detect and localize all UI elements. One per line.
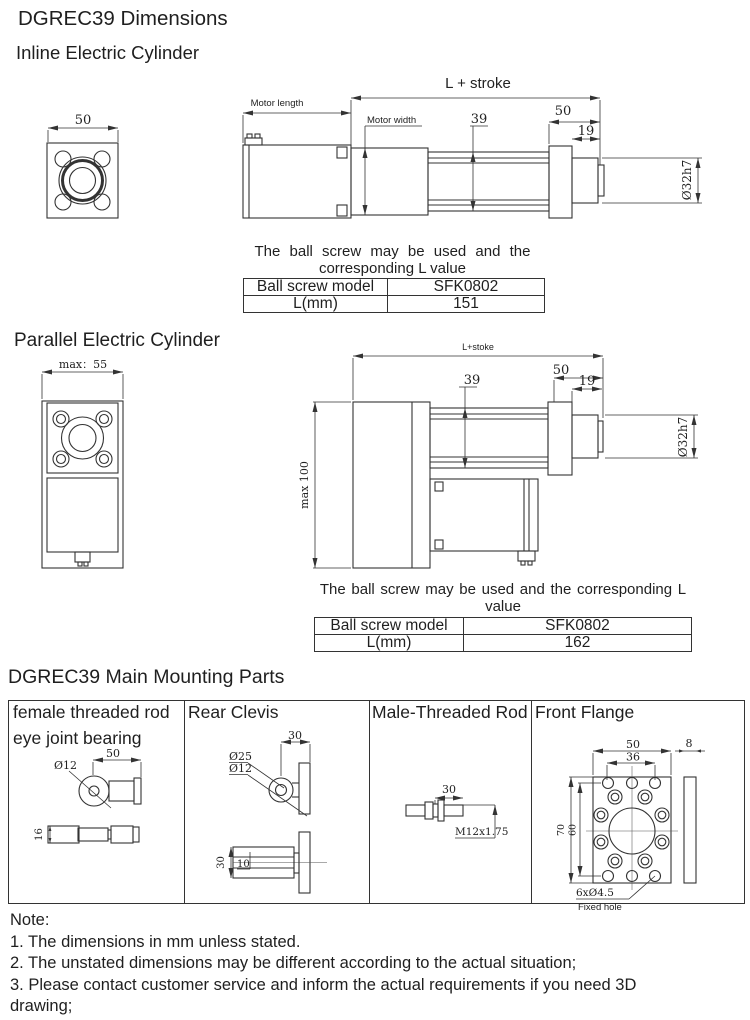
cell-ball-screw-label: Ball screw model	[315, 618, 464, 635]
dim-flange-w: 50	[626, 738, 640, 751]
dim-parallel-front-width: max：55	[58, 358, 108, 371]
dim-tube-od: 39	[470, 112, 488, 127]
dim-parallel-tube-od: 39	[463, 373, 481, 388]
cell-l-label: L(mm)	[315, 635, 464, 652]
cell-ball-screw-value: SFK0802	[464, 618, 692, 635]
inline-side-view-drawing	[230, 65, 715, 235]
dim-flange-len: 50	[554, 104, 572, 119]
col3-header: Male-Threaded Rod	[372, 702, 528, 722]
note-item-1: 1. The dimensions in mm unless stated.	[10, 932, 301, 951]
dim-eye-thk: 16	[34, 828, 45, 841]
mounting-parts-panel	[8, 700, 745, 913]
male-threaded-rod-drawing	[369, 726, 531, 903]
parallel-front-view-drawing	[35, 352, 140, 574]
notes-section	[10, 910, 670, 1018]
fixed-hole-label: Fixed hole	[578, 902, 622, 913]
inline-front-view-drawing	[40, 100, 135, 230]
dim-flange-hi: 60	[567, 823, 579, 837]
caption-line-1: The ball screw may be used and the	[254, 243, 531, 260]
page-title: DGREC39 Dimensions	[18, 7, 228, 30]
note-item-2: 2. The unstated dimensions may be different according to the actual situation;	[10, 954, 577, 972]
dim-max-height: max 100	[298, 461, 311, 509]
dim-l-stoke: L+stoke	[462, 342, 494, 352]
cell-l-label: L(mm)	[244, 296, 388, 313]
eye-joint-bearing-drawing	[9, 746, 184, 901]
dim-inline-front-width: 50	[74, 113, 92, 128]
dim-flange-t: 8	[685, 737, 693, 750]
rear-clevis-drawing	[184, 726, 369, 903]
dim-motor-width: Motor width	[367, 115, 417, 126]
cell-ball-screw-label: Ball screw model	[244, 279, 388, 296]
dim-clevis-h: 30	[216, 856, 227, 869]
inline-spec-table	[243, 278, 545, 313]
cell-l-value: 162	[464, 635, 692, 652]
table-row	[244, 296, 545, 313]
cell-l-value: 151	[388, 296, 545, 313]
dim-clevis-w: 30	[288, 729, 302, 742]
dim-motor-length: Motor length	[250, 98, 304, 109]
dim-flange-h: 70	[556, 823, 567, 837]
front-flange-drawing	[531, 726, 746, 916]
dim-rod-thread: M12x1.75	[455, 826, 509, 838]
note-item-3: 3. Please contact customer service and inform the actual requirements if you need 3D drawing;	[10, 975, 637, 1015]
table-row	[315, 618, 692, 635]
table-row	[244, 279, 545, 296]
dim-clevis-id: Ø12	[229, 762, 253, 775]
dim-clevis-od: Ø25	[229, 750, 253, 763]
caption-line-2: corresponding L value	[318, 260, 467, 277]
dim-clevis-slot: 10	[237, 859, 250, 870]
dim-eye-len: 50	[106, 747, 120, 760]
dim-l-stroke: L + stroke	[445, 75, 511, 92]
section-title-inline: Inline Electric Cylinder	[16, 42, 200, 63]
parallel-table-caption	[313, 581, 693, 615]
cell-ball-screw-value: SFK0802	[388, 279, 545, 296]
section-title-parallel: Parallel Electric Cylinder	[14, 330, 220, 351]
parallel-spec-table	[314, 617, 692, 652]
dim-rod-dia: Ø32h7	[680, 159, 694, 201]
parallel-side-view-drawing	[295, 338, 715, 575]
dim-flange-wi: 36	[626, 750, 640, 764]
inline-table-caption	[240, 243, 545, 277]
dim-parallel-flange-len: 50	[552, 363, 570, 378]
notes-label: Note:	[10, 911, 50, 929]
caption-line-1: The ball screw may be used and the corresponding L	[319, 581, 687, 598]
dim-parallel-rod-ext: 19	[578, 374, 596, 389]
dim-fixed-holes: 6xØ4.5	[576, 887, 614, 899]
section-title-mounting: DGREC39 Main Mounting Parts	[8, 666, 285, 688]
col1-header-line1: female threaded rod	[13, 702, 170, 722]
col1-header-line2: eye joint bearing	[13, 728, 142, 748]
dim-rod-len: 30	[442, 783, 456, 796]
col2-header: Rear Clevis	[188, 702, 279, 722]
table-row	[315, 635, 692, 652]
dim-parallel-rod-dia: Ø32h7	[676, 416, 690, 458]
col4-header: Front Flange	[535, 702, 635, 722]
caption-line-2: value	[485, 598, 521, 615]
dim-eye-bore: Ø12	[54, 759, 78, 772]
dim-rod-ext: 19	[577, 124, 595, 139]
